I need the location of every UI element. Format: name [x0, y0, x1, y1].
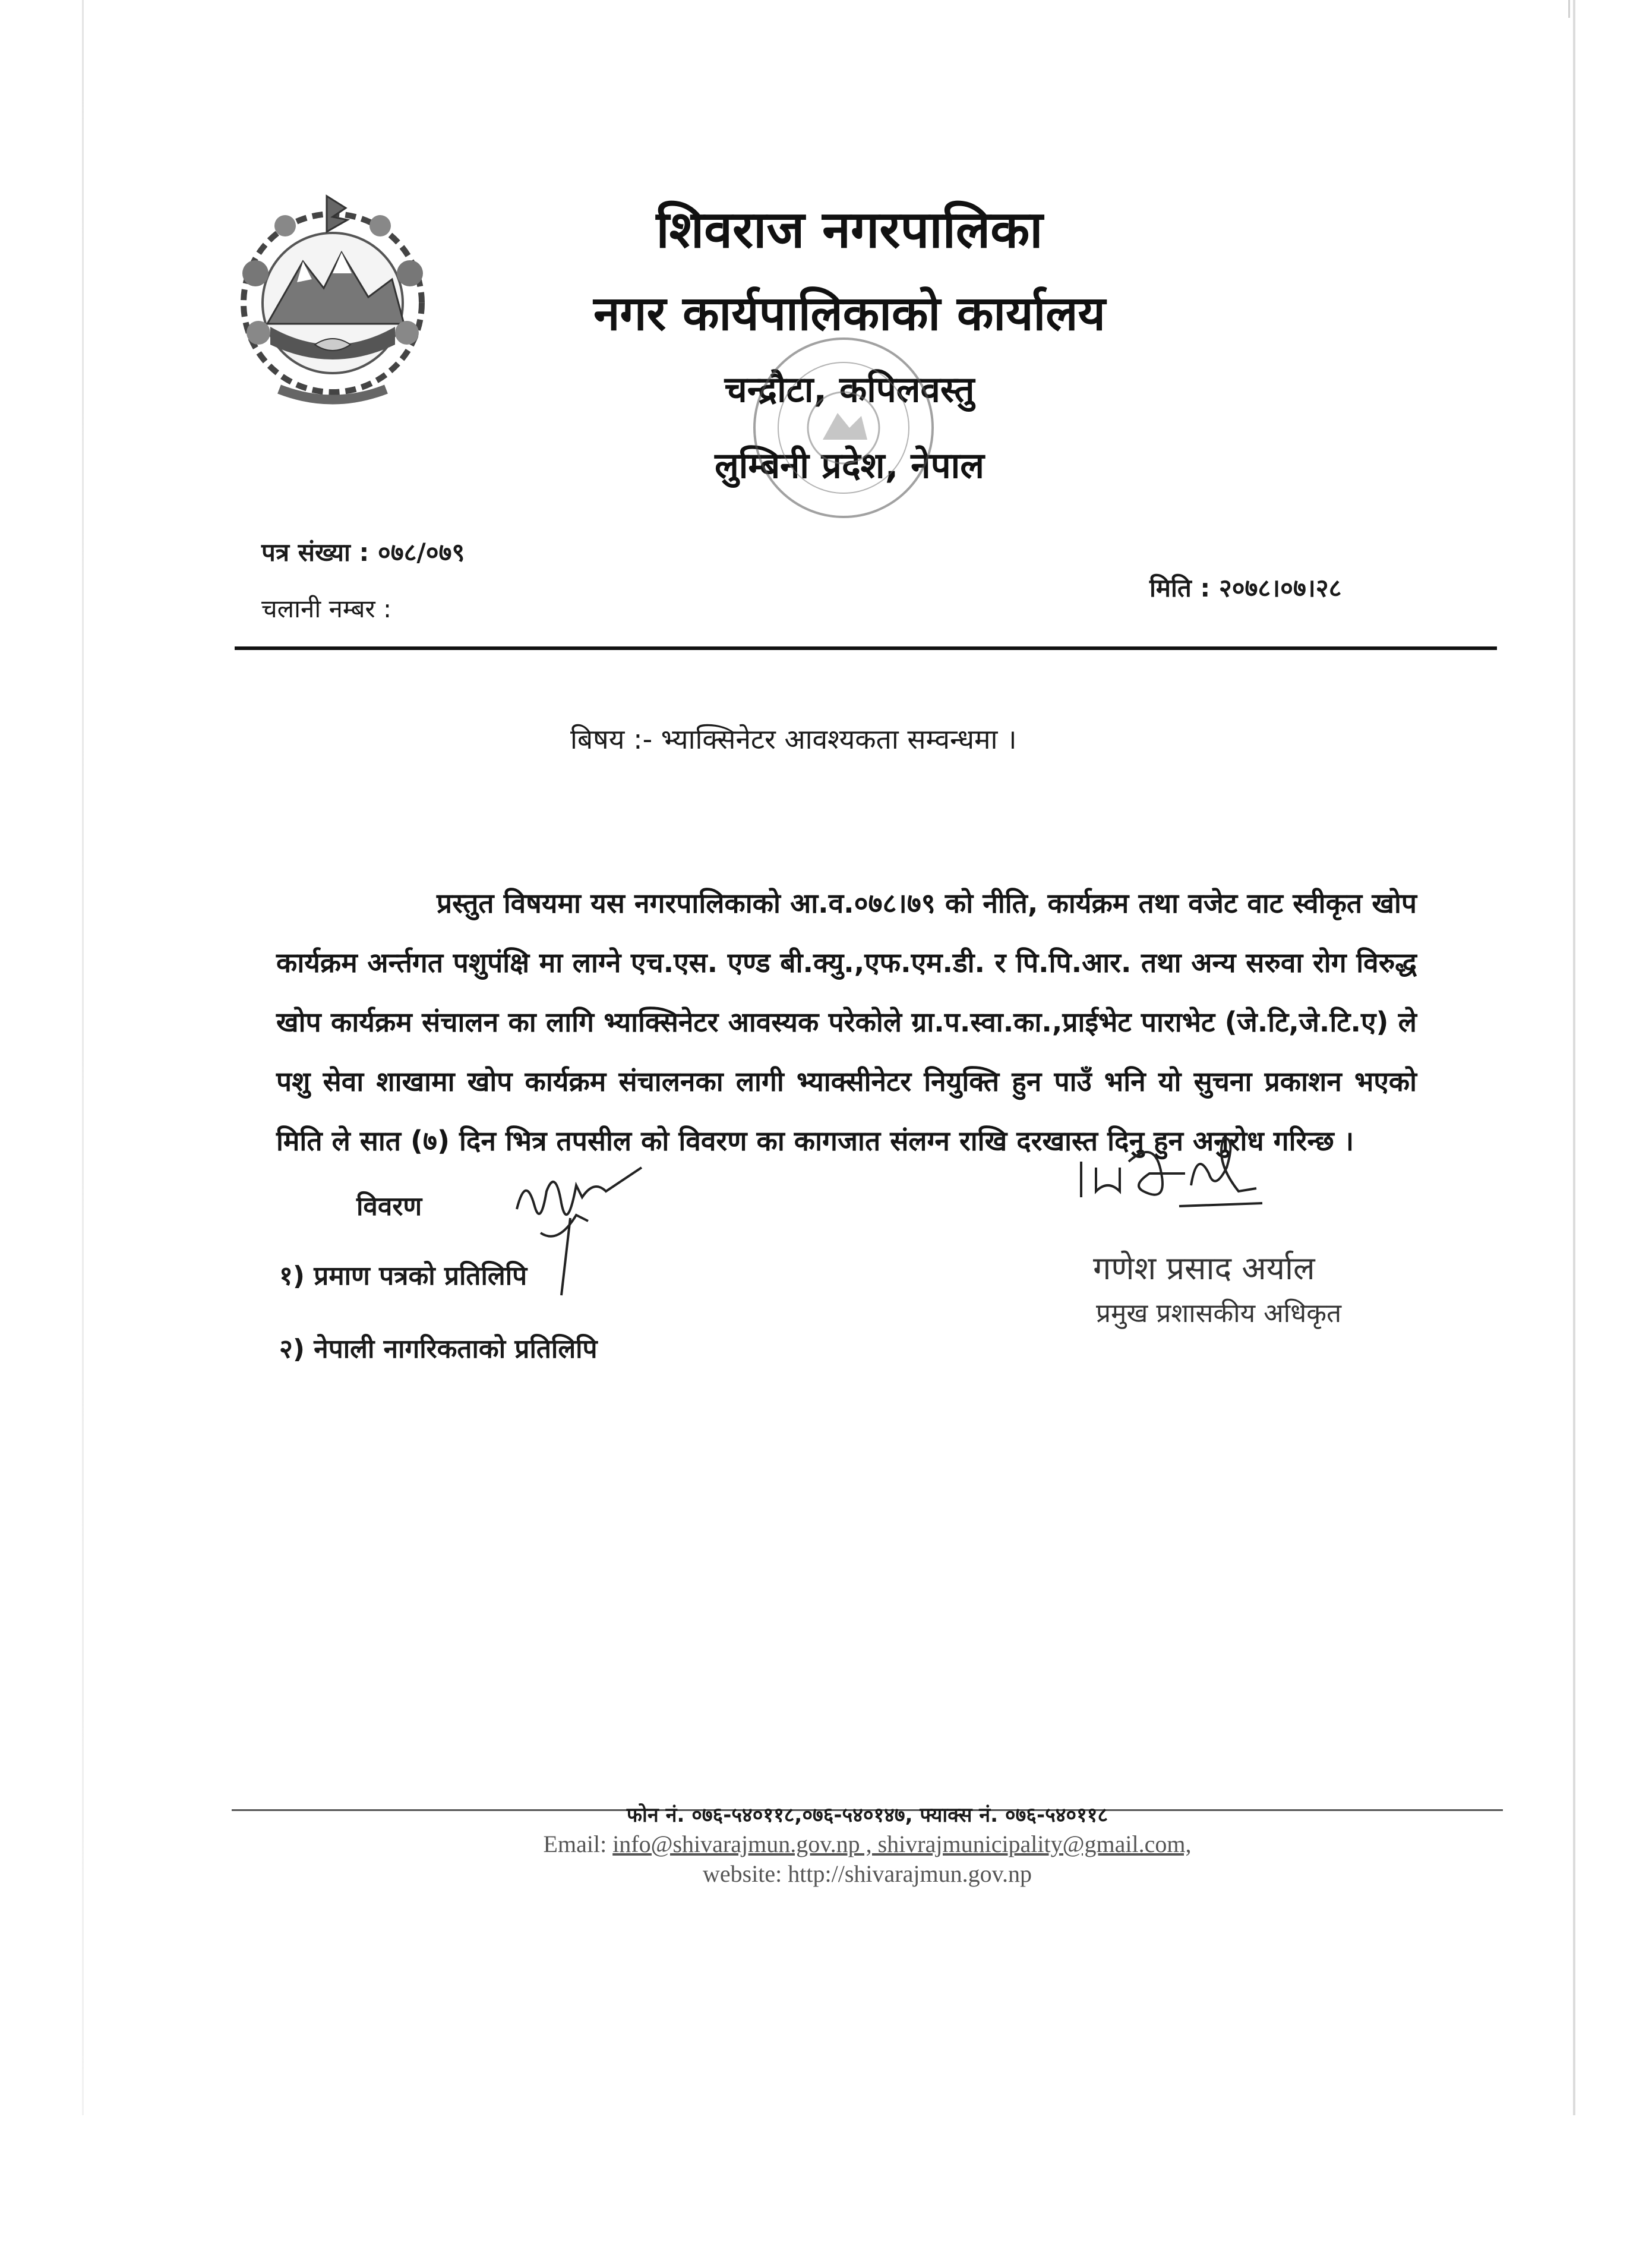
- details-item-2: २) नेपाली नागरिकताको प्रतिलिपि: [279, 1334, 598, 1364]
- handwritten-signature-left: [505, 1162, 659, 1298]
- dispatch-label: चलानी नम्बर :: [261, 594, 392, 623]
- address-line-1: चन्द्रौटा, कपिलवस्तु: [724, 369, 975, 411]
- header-divider: [235, 646, 1497, 650]
- address-line-2: लुम्बिनी प्रदेश, नेपाल: [715, 445, 984, 487]
- website-label: website:: [702, 1860, 782, 1887]
- footer-website: [232, 1860, 1503, 1888]
- municipality-name: शिवराज नगरपालिका: [656, 200, 1043, 260]
- nepal-emblem-logo: [214, 184, 451, 416]
- page-edge-right: [1573, 0, 1575, 2115]
- dispatch-number: [261, 591, 391, 625]
- office-name: नगर कार्यपालिकाको कार्यालय: [593, 286, 1105, 341]
- date-value: २०७८।०७।२८: [1218, 573, 1342, 602]
- reference-label: पत्र संख्या :: [261, 538, 369, 567]
- details-item-1: १) प्रमाण पत्रको प्रतिलिपि: [279, 1261, 527, 1291]
- subject-line: बिषय :- भ्याक्सिनेटर आवश्यकता सम्वन्धमा ।: [570, 723, 1017, 755]
- website-link[interactable]: http://shivarajmun.gov.np: [788, 1860, 1032, 1887]
- email-link[interactable]: info@shivarajmun.gov.np , shivrajmunicipality@gmail.com,: [612, 1831, 1192, 1857]
- details-heading: विवरण: [356, 1191, 422, 1222]
- signatory-name: गणेश प्रसाद अर्याल: [1093, 1250, 1315, 1287]
- reference-number: [261, 535, 465, 569]
- email-label: Email:: [543, 1831, 607, 1857]
- reference-value: ०७८/०७९: [377, 538, 465, 567]
- footer-phone: फोन नं. ०७६-५४०११८,०७६-५४०१४७, फ्याक्स नं. ०७६-५४०११८: [626, 1803, 1108, 1827]
- signatory-title: प्रमुख प्रशासकीय अधिकृत: [1096, 1298, 1342, 1329]
- page-edge-left: [82, 0, 84, 2115]
- letter-body: प्रस्तुत विषयमा यस नगरपालिकाको आ.व.०७८।७९ को नीति, कार्यक्रम तथा वजेट वाट स्वीकृत खोप कार्यक्रम अर्न्तगत पशुपंक्षि मा लाग्ने एच.एस. एण्ड बी.क्यु.,एफ.एम.डी. र पि.पि.आर. तथा अन्य सरुवा रोग विरुद्ध खोप कार्यक्रम संचालन का लागि भ्याक्सिनेटर आवस्यक परेकोले ग्रा.प.स्वा.का.,प्राईभेट पाराभेट (जे.टि,जे.टि.ए) ले पशु सेवा शाखामा खोप कार्यक्रम संचालनका लागी भ्याक्सीनेटर नियुक्ति हुन पाउँ भनि यो सुचना प्रकाशन भएको मिति ले सात (७) दिन भित्र तपसील को विवरण का कागजात संलग्न राखि दरखास्त दिनु हुन अनुरोध गरिन्छ ।: [276, 887, 1417, 1157]
- handwritten-signature-right: [1072, 1126, 1268, 1227]
- letter-date: [1149, 570, 1341, 604]
- date-label: मिति :: [1149, 573, 1211, 602]
- office-stamp: [748, 333, 939, 523]
- page-corner: [1568, 0, 1588, 18]
- footer-email: [232, 1830, 1503, 1858]
